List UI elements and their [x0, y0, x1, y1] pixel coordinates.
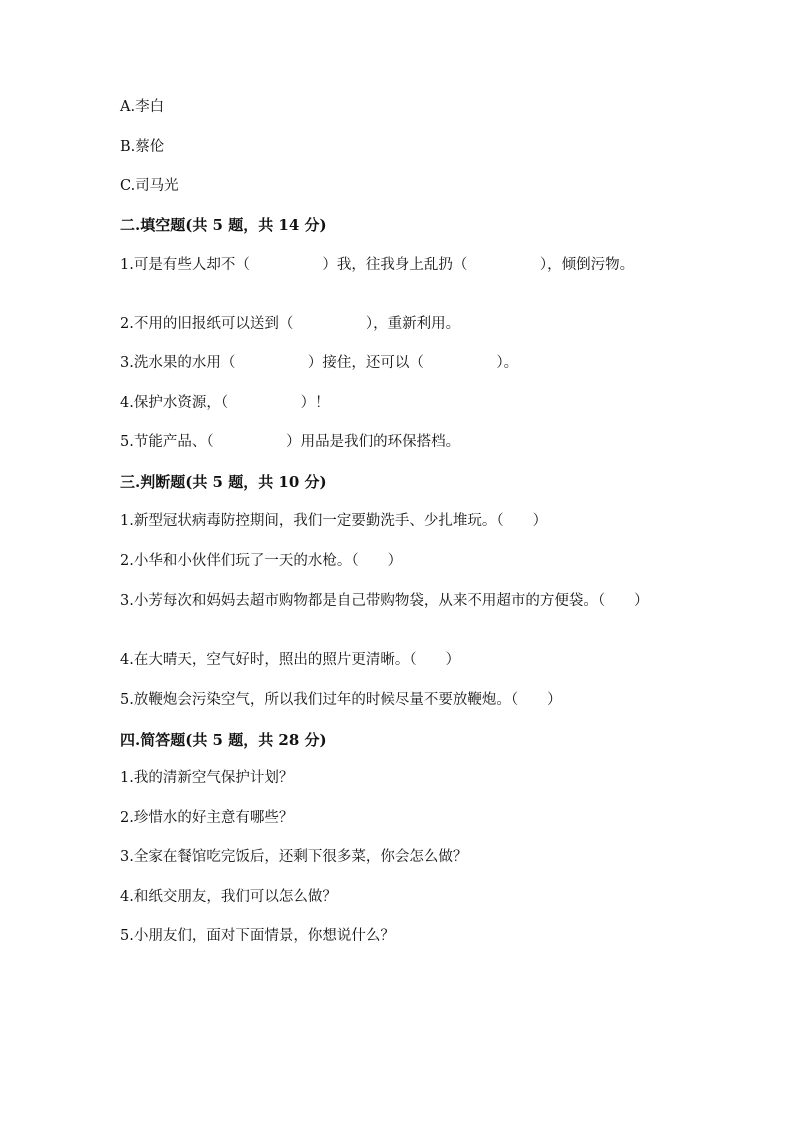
short-question: 1.我的清新空气保护计划？ — [120, 770, 294, 786]
section-heading-fill: 二.填空题(共 5 题，共 14 分) — [120, 216, 327, 234]
option-c: C.司马光 — [120, 178, 179, 194]
fill-question: 4.保护水资源，（ ）！ — [120, 395, 330, 411]
judge-question: 2.小华和小伙伴们玩了一天的水枪。（ ） — [120, 553, 403, 569]
judge-question: 5.放鞭炮会污染空气，所以我们过年的时候尽量不要放鞭炮。（ ） — [120, 692, 562, 708]
section-heading-short: 四.简答题(共 5 题，共 28 分) — [120, 731, 327, 749]
short-question: 3.全家在餐馆吃完饭后，还剩下很多菜，你会怎么做？ — [120, 849, 468, 865]
judge-question: 4.在大晴天，空气好时，照出的照片更清晰。（ ） — [120, 652, 461, 668]
short-question: 2.珍惜水的好主意有哪些？ — [120, 810, 294, 826]
option-b: B.蔡伦 — [120, 139, 165, 155]
option-a: A.李白 — [120, 99, 165, 115]
fill-question: 5.节能产品、（ ）用品是我们的环保搭档。 — [120, 434, 461, 450]
judge-question: 3.小芳每次和妈妈去超市购物都是自己带购物袋，从来不用超市的方便袋。（ ） — [120, 593, 649, 609]
short-question: 4.和纸交朋友，我们可以怎么做？ — [120, 889, 337, 905]
section-heading-judge: 三.判断题(共 5 题，共 10 分) — [120, 473, 327, 491]
fill-question: 2.不用的旧报纸可以送到（ ），重新利用。 — [120, 316, 461, 332]
short-question: 5.小朋友们，面对下面情景，你想说什么？ — [120, 928, 395, 944]
judge-question: 1.新型冠状病毒防控期间，我们一定要勤洗手、少扎堆玩。（ ） — [120, 513, 548, 529]
fill-question: 1.可是有些人却不（ ）我，往我身上乱扔（ ），倾倒污物。 — [120, 257, 635, 273]
fill-question: 3.洗水果的水用（ ）接住，还可以（ ）。 — [120, 355, 519, 371]
